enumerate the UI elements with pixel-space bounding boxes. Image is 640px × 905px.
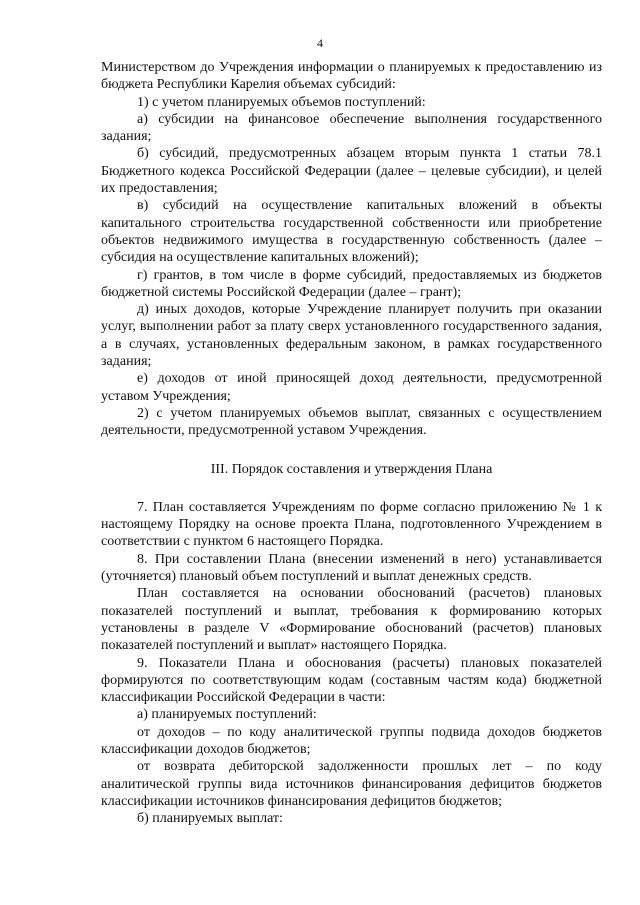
section-title: III. Порядок составления и утверждения Плана	[210, 461, 493, 477]
paragraph: 7. План составляется Учреждениям по форме согласно приложению № 1 к настоящему Порядку на основе проекта Плана, подготовленного Учреждением в соответствии с пунктом 6 настоящего Порядка.	[101, 499, 602, 550]
list-item: 1) с учетом планируемых объемов поступлений:	[137, 94, 426, 110]
list-item: г) грантов, в том числе в форме субсидий, предоставляемых из бюджетов бюджетной системы Российской Федерации (далее – грант);	[101, 267, 602, 300]
list-item: б) планируемых выплат:	[137, 811, 283, 827]
document-body	[101, 59, 602, 827]
paragraph: Министерством до Учреждения информации о планируемых к предоставлению из бюджета Республики Карелия объемах субсидий:	[101, 60, 602, 93]
list-item: от доходов – по коду аналитической группы подвида доходов бюджетов классификации доходов бюджетов;	[101, 724, 602, 757]
paragraph: 8. При составлении Плана (внесении изменений в него) устанавливается (уточняется) плановый объем поступлений и выплат денежных средств.	[101, 551, 602, 585]
list-item: от возврата дебиторской задолженности прошлых лет – по коду аналитической группы вида источников финансирования дефицитов бюджетов классификации источников финансирования дефицитов бюджетов;	[101, 759, 602, 809]
page-number: 4	[317, 36, 323, 50]
list-item: 2) с учетом планируемых объемов выплат, связанных с осуществлением деятельности, предусмотренной уставом Учреждения.	[101, 405, 602, 439]
paragraph: План составляется на основании обоснований (расчетов) плановых показателей поступлений и выплат, требования к формированию которых установлены в разделе V «Формирование обоснований (расчетов) плановых показателей поступлений и выплат» настоящего Порядка.	[101, 586, 602, 654]
list-item: в) субсидий на осуществление капитальных вложений в объекты капитального строительства государственной собственности или приобретение объектов недвижимого имущества в государственную собственность (далее – субсидия на осуществление капитальных вложений);	[101, 198, 602, 266]
paragraph: 9. Показатели Плана и обоснования (расчеты) плановых показателей формируются по соответствующим кодам (составным частям кода) бюджетной классификации Российской Федерации в части:	[101, 655, 602, 706]
list-item: а) планируемых поступлений:	[137, 707, 317, 723]
list-item: д) иных доходов, которые Учреждение планирует получить при оказании услуг, выполнении работ за плату сверх установленного государственного задания, а в случаях, установленных федеральным законом, в рамках государственного задания;	[101, 302, 602, 370]
list-item: е) доходов от иной приносящей доход деятельности, предусмотренной уставом Учреждения;	[101, 371, 602, 404]
list-item: б) субсидий, предусмотренных абзацем вторым пункта 1 статьи 78.1 Бюджетного кодекса Российской Федерации (далее – целевые субсидии), и целей их предоставления;	[101, 146, 602, 197]
list-item: а) субсидии на финансовое обеспечение выполнения государственного задания;	[101, 111, 602, 145]
